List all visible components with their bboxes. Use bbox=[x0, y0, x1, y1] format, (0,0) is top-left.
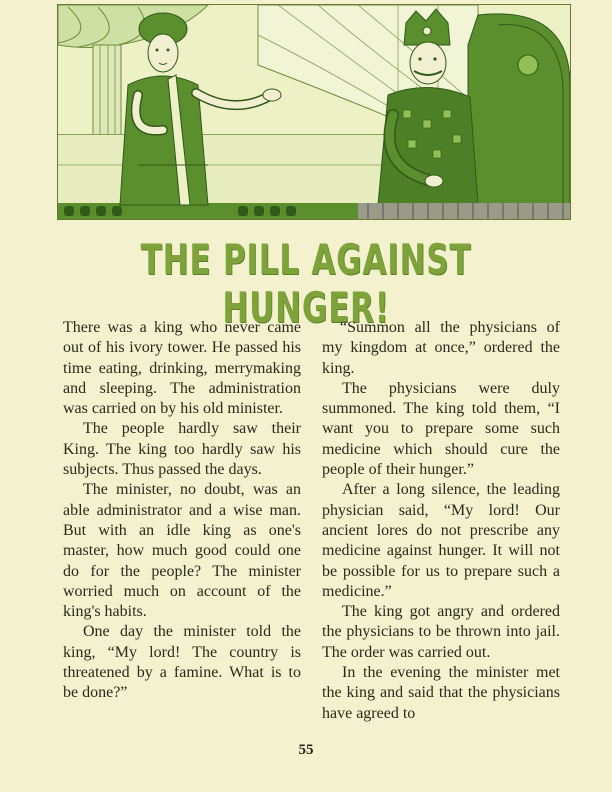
paragraph: In the evening the minister met the king and said that the physicians have agreed to bbox=[322, 664, 560, 722]
paragraph: The people hardly saw their King. The king too hardly saw his subjects. Thus passed the days. bbox=[63, 420, 301, 479]
paragraph: After a long silence, the leading physician said, “My lord! Our ancient lores do not prescribe any medicine against hunger. It will not be possible for us to prepare such a medicine.” bbox=[322, 481, 560, 600]
paragraph: The minister, no doubt, was an able administrator and a wise man. But with an idle king as one's master, how much good could one do for the people? The minister worried much on account of the king's habits. bbox=[63, 481, 301, 621]
illustration-drawing bbox=[58, 5, 570, 219]
story-title: THE PILL AGAINST HUNGER! bbox=[140, 235, 472, 332]
page-number: 55 bbox=[298, 742, 314, 758]
paragraph: There was a king who never came out of his ivory tower. He passed his time eating, drinking, merrymaking and sleeping. The administration was carried on by his old minister. bbox=[63, 319, 301, 418]
paragraph: One day the minister told the king, “My lord! The country is threatened by a famine. What is to be done?” bbox=[63, 623, 301, 702]
left-text-column bbox=[63, 318, 301, 704]
king-and-minister-illustration bbox=[57, 4, 571, 220]
paragraph: “Summon all the physicians of my kingdom at once,” ordered the king. bbox=[322, 319, 560, 377]
paragraph: The king got angry and ordered the physicians to be thrown into jail. The order was carried out. bbox=[322, 603, 560, 661]
paragraph: The physicians were duly summoned. The king told them, “I want you to prepare some such medicine which should cure the people of their hunger.” bbox=[322, 379, 560, 479]
right-text-column bbox=[322, 318, 560, 724]
